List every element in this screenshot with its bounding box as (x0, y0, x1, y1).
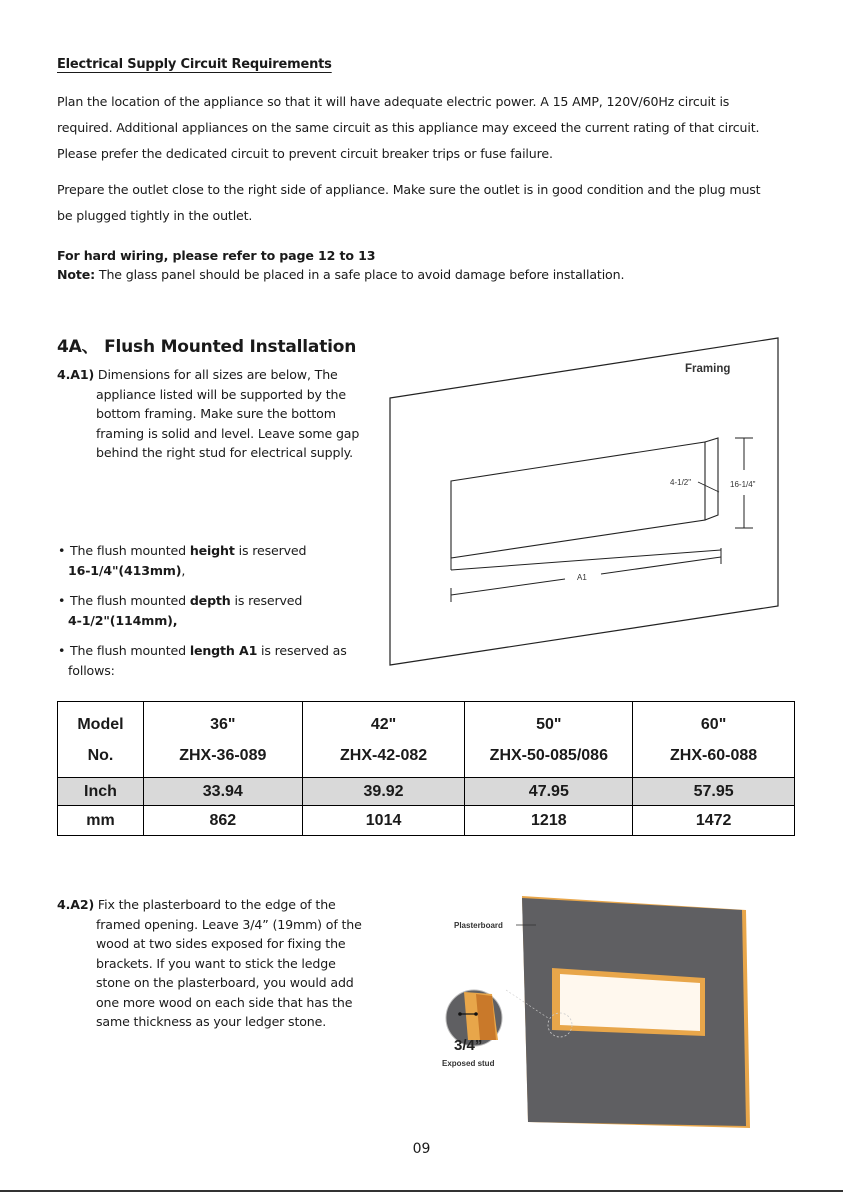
paragraph-line: Please prefer the dedicated circuit to prevent circuit breaker trips or fuse failure. (57, 146, 553, 161)
step-4a2 (57, 895, 387, 1032)
bullet-dot: • (58, 593, 66, 608)
step-line: stone on the plasterboard, you would add (96, 975, 354, 990)
notes-block (57, 246, 797, 284)
bullet-dot: • (58, 543, 66, 558)
outlet-paragraph (57, 177, 797, 229)
bullet-text: follows: (68, 663, 115, 678)
length-label: A1 (577, 573, 587, 582)
table-cell: 1472 (633, 806, 795, 836)
bullet-sub (58, 661, 358, 681)
step-line: bottom framing. Make sure the bottom (96, 406, 336, 421)
step-line: behind the right stud for electrical supply. (96, 445, 354, 460)
table-header-cell (143, 702, 302, 778)
table-row (58, 806, 795, 836)
opening-interior (560, 974, 700, 1031)
step-number: 4.A1) (57, 367, 95, 382)
model-number: ZHX-42-082 (339, 746, 428, 764)
table-cell: 33.94 (143, 778, 302, 806)
step-line (57, 895, 387, 915)
table-cell: Inch (58, 778, 144, 806)
framing-label: Framing (685, 363, 731, 375)
table-cell: 1014 (302, 806, 465, 836)
measure-dot (474, 1012, 478, 1016)
model-label: Model (77, 715, 124, 733)
note-label: Note: (57, 267, 96, 282)
size-label: 42" (370, 715, 397, 733)
plasterboard-label: Plasterboard (454, 921, 503, 930)
bullet-bold: depth (189, 593, 231, 608)
section-title: Electrical Supply Circuit Requirements (57, 57, 332, 72)
model-number: ZHX-60-088 (670, 746, 758, 764)
depth-label: 4-1/2" (670, 478, 692, 487)
exposed-stud-label: Exposed stud (442, 1059, 495, 1068)
bullet-bold: length A1 (189, 643, 258, 658)
table-header-cell (633, 702, 795, 778)
step-text: Dimensions for all sizes are below, The (94, 367, 338, 382)
step-line: wood at two sides exposed for fixing the (96, 936, 346, 951)
table-cell: 57.95 (633, 778, 795, 806)
size-label: 60" (700, 715, 727, 733)
paragraph-line: required. Additional appliances on the same circuit as this appliance may exceed the current rating of that circuit. (57, 120, 760, 135)
section-heading: 4A、 Flush Mounted Installation (57, 337, 357, 357)
bullet-text: The flush mounted (70, 593, 190, 608)
bullet-text: The flush mounted (70, 643, 190, 658)
model-label: No. (87, 746, 114, 764)
size-label: 50" (536, 715, 562, 733)
step-line: framing is solid and level. Leave some gap (96, 425, 360, 441)
note-line (57, 265, 797, 284)
hard-wiring-reference: For hard wiring, please refer to page 12 to 13 (57, 248, 376, 263)
bullet-text: , (181, 563, 186, 578)
fraction-label: 3/4” (454, 1037, 483, 1054)
paragraph-line: Plan the location of the appliance so that it will have adequate electric power. A 15 AMP, 120V/60Hz circuit is (57, 94, 730, 109)
height-label: 16-1/4" (730, 480, 756, 489)
step-line: one more wood on each side that has the (96, 994, 353, 1010)
bullet-value: 16-1/4"(413mm) (68, 563, 182, 578)
table-cell: mm (58, 806, 144, 836)
paragraph-line: Prepare the outlet close to the right side of appliance. Make sure the outlet is in good condition and the plug must (57, 182, 761, 197)
power-paragraph (57, 89, 797, 167)
table-header-cell (465, 702, 633, 778)
bullet-text: The flush mounted (70, 543, 190, 558)
step-line: appliance listed will be supported by the (96, 386, 346, 402)
bullet-text: is reserved (230, 593, 303, 608)
page-number: 09 (412, 1141, 431, 1157)
step-line (57, 365, 377, 385)
bullet-sub (58, 561, 358, 581)
bullet-text: is reserved (234, 543, 307, 558)
table-cell: 862 (143, 806, 302, 836)
bullet-depth (58, 591, 358, 631)
table-row (58, 778, 795, 806)
dimension-table (57, 701, 795, 836)
plasterboard-diagram (440, 890, 760, 1135)
bullet-bold: height (189, 543, 235, 558)
table-cell: 39.92 (302, 778, 465, 806)
size-label: 36" (210, 715, 236, 733)
measure-dot (458, 1012, 462, 1016)
table-header-cell (302, 702, 465, 778)
step-line: framed opening. Leave 3/4” (19mm) of the (96, 916, 362, 932)
model-number: ZHX-36-089 (179, 746, 267, 764)
step-line: brackets. If you want to stick the ledge (96, 955, 336, 971)
framing-diagram (385, 330, 785, 670)
bullet-text: is reserved as (257, 643, 347, 658)
bullet-sub (58, 611, 358, 631)
table-cell: 47.95 (465, 778, 633, 806)
table-header-cell (58, 702, 144, 778)
step-number: 4.A2) (57, 897, 95, 912)
bullet-length (58, 641, 358, 681)
note-text: The glass panel should be placed in a safe place to avoid damage before installation. (95, 267, 625, 282)
bullet-height (58, 541, 358, 581)
bullet-value: 4-1/2"(114mm), (68, 613, 178, 628)
model-number: ZHX-50-085/086 (489, 746, 608, 764)
bullet-dot: • (58, 643, 66, 658)
step-4a1 (57, 365, 377, 463)
table-cell: 1218 (465, 806, 633, 836)
step-text: Fix the plasterboard to the edge of the (94, 897, 336, 912)
table-row (58, 702, 795, 778)
step-line: same thickness as your ledger stone. (96, 1014, 327, 1029)
paragraph-line: be plugged tightly in the outlet. (57, 208, 253, 223)
